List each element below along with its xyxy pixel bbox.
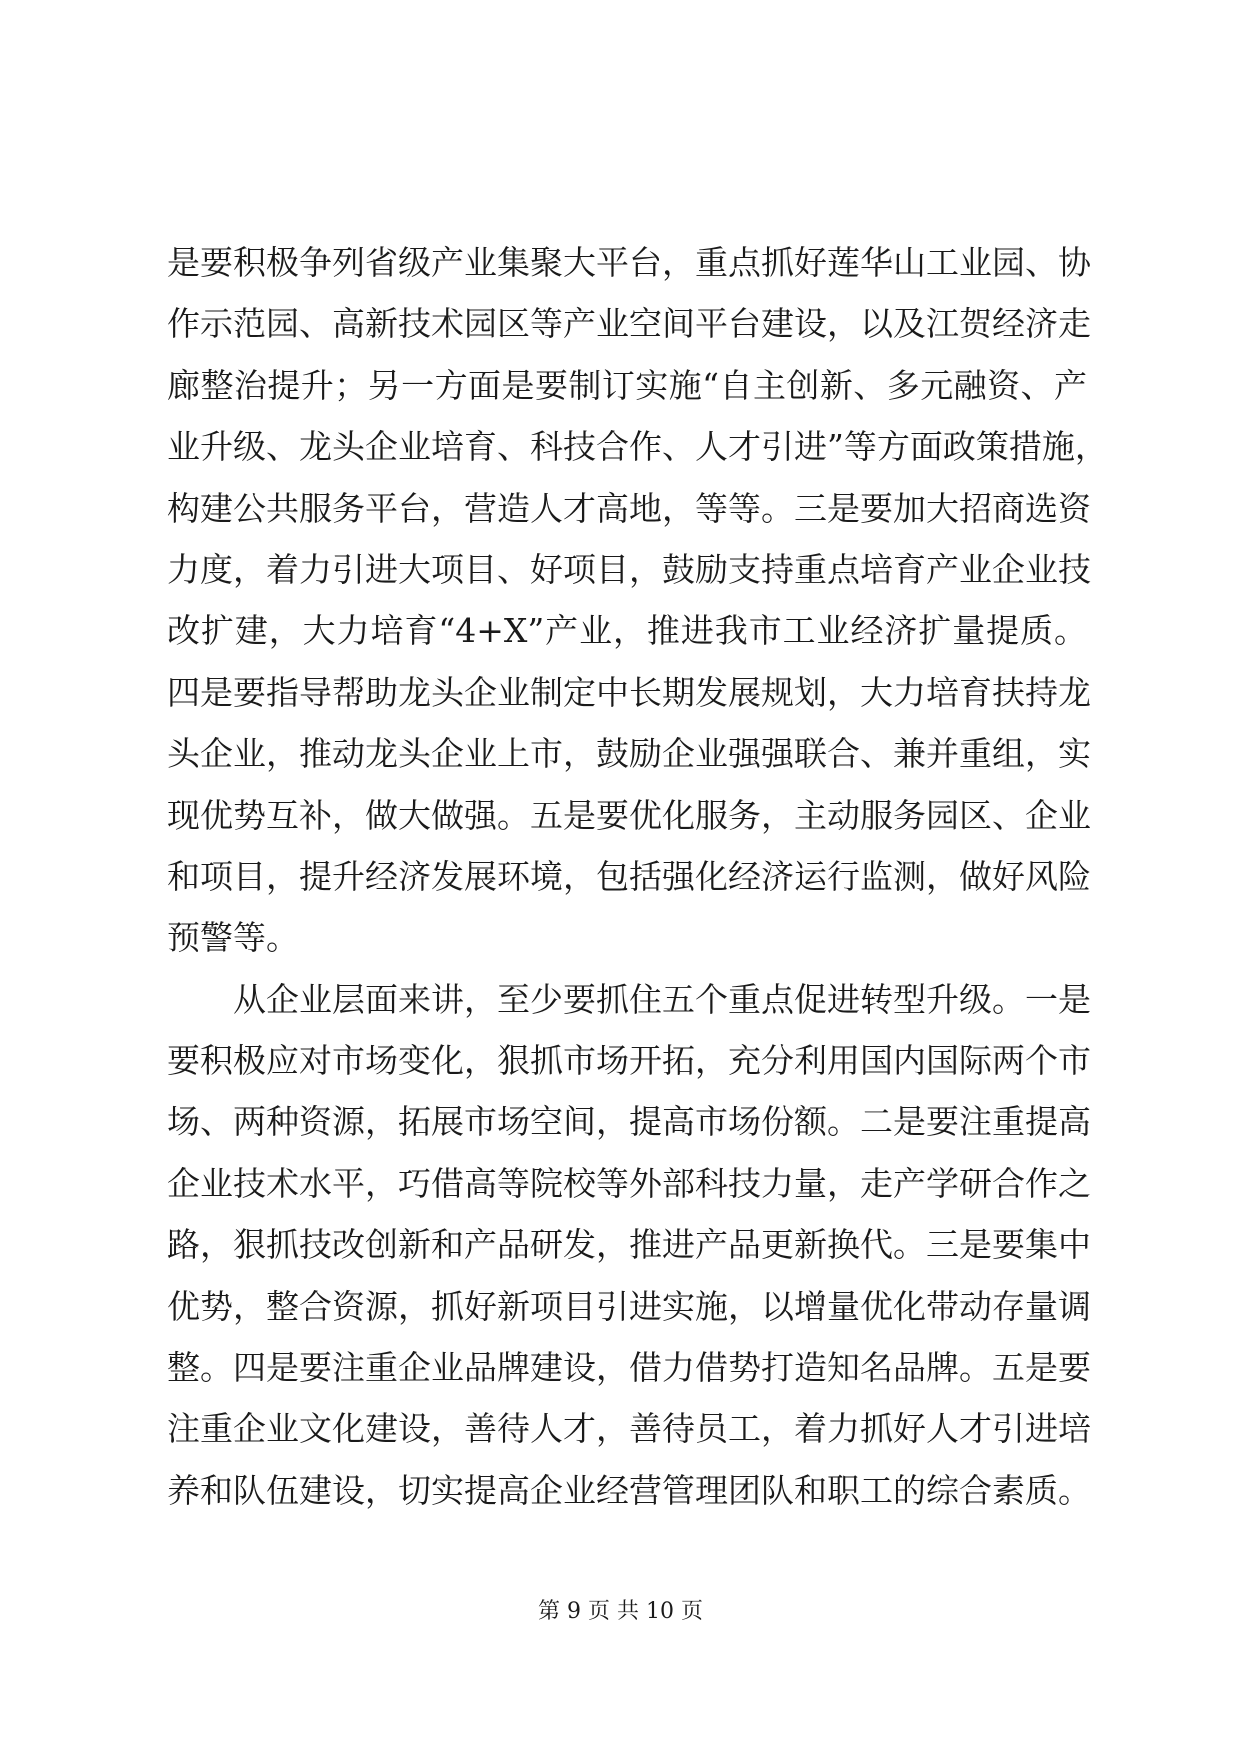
paragraph-end-line: 预警等。 bbox=[167, 918, 299, 958]
text-line: 构建公共服务平台，营造人才高地，等等。三是要加大招商选资 bbox=[167, 488, 1091, 528]
text-line: 企业技术水平，巧借高等院校等外部科技力量，走产学研合作之 bbox=[167, 1163, 1091, 1203]
text-line: 注重企业文化建设，善待人才，善待员工，着力抓好人才引进培 bbox=[167, 1409, 1091, 1449]
text-line: 路，狠抓技改创新和产品研发，推进产品更新换代。三是要集中 bbox=[167, 1225, 1091, 1265]
page-number-footer: 第 9 页 共 10 页 bbox=[538, 1599, 703, 1624]
text-line: 养和队伍建设，切实提高企业经营管理团队和职工的综合素质。 bbox=[167, 1470, 1091, 1510]
text-line: 是要积极争列省级产业集聚大平台，重点抓好莲华山工业园、协 bbox=[167, 243, 1091, 282]
text-line: 现优势互补，做大做强。五是要优化服务，主动服务园区、企业 bbox=[167, 795, 1091, 835]
text-line: 要积极应对市场变化，狠抓市场开拓，充分利用国内国际两个市 bbox=[167, 1041, 1091, 1081]
text-line: 场、两种资源，拓展市场空间，提高市场份额。二是要注重提高 bbox=[167, 1102, 1091, 1142]
text-line: 和项目，提升经济发展环境，包括强化经济运行监测，做好风险 bbox=[167, 856, 1091, 896]
text-line: 廊整治提升；另一方面是要制订实施“自主创新、多元融资、产 bbox=[167, 365, 1087, 405]
body-text bbox=[167, 232, 1108, 1521]
text-line: 作示范园、高新技术园区等产业空间平台建设，以及江贺经济走 bbox=[167, 304, 1091, 344]
text-line: 整。四是要注重企业品牌建设，借力借势打造知名品牌。五是要 bbox=[167, 1348, 1091, 1388]
text-line: 优势，整合资源，抓好新项目引进实施，以增量优化带动存量调 bbox=[167, 1286, 1091, 1326]
text-line: 头企业，推动龙头企业上市，鼓励企业强强联合、兼并重组，实 bbox=[167, 734, 1091, 774]
paragraph-start-line: 从企业层面来讲，至少要抓住五个重点促进转型升级。一是 bbox=[233, 979, 1091, 1019]
text-line: 业升级、龙头企业培育、科技合作、人才引进”等方面政策措施， bbox=[167, 427, 1108, 467]
text-line: 改扩建，大力培育“4+X”产业，推进我市工业经济扩量提质。 bbox=[167, 611, 1087, 651]
text-line: 力度，着力引进大项目、好项目，鼓励支持重点培育产业企业技 bbox=[167, 549, 1091, 589]
text-line: 四是要指导帮助龙头企业制定中长期发展规划，大力培育扶持龙 bbox=[167, 672, 1091, 712]
